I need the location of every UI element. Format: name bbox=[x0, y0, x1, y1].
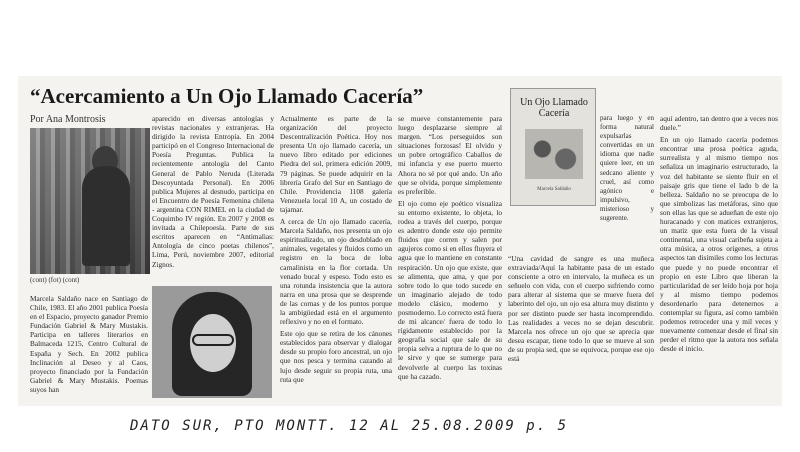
book-cover-image bbox=[510, 88, 596, 206]
column-4-text bbox=[398, 114, 502, 398]
col5-bottom-paragraph: “Una cavidad de sangre es una muñeca extraviada/Aquí la habitante pasa de un estado consciente a otro en intervalo, la muñeca es un señuelo con vida, con el cuerpo sufriendo como para alterar al sistema que se mueve fuera del laberinto del ojo, un ojo esa altura muy distinto y por ser distinto puede ser hasta incomprendido. Las realidades a veces no se dejan descubrir. Marcela nos ofrece un ojo que se aprecia que desea escapar, tiene todo lo que se mueve al son de su propia sed, que se equivoca, porque ese ojo está bbox=[508, 254, 654, 364]
col3-paragraph-3: Este ojo que se retira de los cánones establecidos para observar y dialogar desde su propio foro ancestral, un ojo que nos pesca y termina cazando al lujo desde seguir su propia ruta, una ruta que bbox=[280, 329, 392, 384]
col6-paragraph-1: aquí adentro, tan dentro que a veces nos duele.” bbox=[660, 114, 778, 133]
photo-figure-body bbox=[82, 166, 130, 266]
book-cover-title: Un Ojo Llamado Cacería bbox=[520, 97, 588, 119]
glasses-icon bbox=[192, 334, 234, 346]
author-portrait bbox=[152, 286, 272, 398]
column-5-bottom-text bbox=[508, 254, 654, 398]
column-2-text bbox=[152, 114, 274, 280]
column-1-text bbox=[30, 294, 148, 398]
col2-paragraph: aparecido en diversas antologías y revistas nacionales y extranjeras. Ha dirigido la revista Entropía. En 2004 participó en el Congreso Internacional de Poesía Preguntas. Publica la recientemente antología del Canto General de Pablo Neruda (Literada Descoyuntada Personal). En 2006 publica Mujeres al desnudo, participa en el Encuentro de Poesía Femenina chilena - argentina CON RIMEL en la ciudad de Coquimbo IV región. En 2007 y 2008 es invitada a Chilepoesía. Parte de sus escritos aparecen en “Antimalias: Antología de cinco poetas chilenos”, Lima, Perú, noviembre 2007, editorial Zignos. bbox=[152, 114, 274, 269]
column-3-text bbox=[280, 114, 392, 398]
handwritten-source-note: DATO SUR, PTO MONTT. 12 AL 25.08.2009 p. 5 bbox=[130, 418, 569, 434]
col5-top-paragraph: para luego y en forma natural expulsarlas convertidas en un idioma que nadie quiere leer, en un sedcano aliente y cruel, así como agónico e impulsivo, misterioso y sugerente. bbox=[600, 114, 654, 223]
book-cover-author: Marcela Saldaño bbox=[537, 187, 571, 192]
col6-paragraph-2: En un ojo llamado cacería podemos encontrar una prosa poética aguda, surrealista y al mismo tiempo nos señaliza un imaginario estructurado, la voz del habitante se siente fluir en el paisaje gris que tiene el lado b de la belleza. Saldaño no se preocupa de lo que simbolizas las metáforas, sino que son ellas las que se adueñan de este ojo huracanado y con matices extranjeros, un matiz que esta fuera de la visual continental, una visual caribeña sujeta a otra música, a otros orígenes, a otros aspectos tan disímiles como los lecturas que puede y no puede encontrar el propio en este Libro que liberan la particularidad de ser leído hoja por hoja y al mismo tiempo podemos desordenarlo para detenernos a contemplar su figura, así como también podemos retroceder una y mil veces y nuevamente comenzar desde el final sin perder el ritmo que la autora nos señala desde el inicio. bbox=[660, 135, 778, 354]
book-cover-illustration bbox=[525, 129, 583, 179]
article-byline: Por Ana Montrosis bbox=[30, 114, 106, 125]
column-5-top-text bbox=[600, 114, 654, 246]
col4-paragraph-1: se mueve constantemente para luego desplazarse siempre al margen. “Los perseguidos son situaciones forzosas! El olvido y un pobre ortográfico Caballos de mi infancia y ese puerto muerto Ahora no sé por qué ando. Un año que se olvida, porque simplemente es preferible. bbox=[398, 114, 502, 196]
article-headline: “Acercamiento a Un Ojo Llamado Cacería” bbox=[30, 84, 424, 108]
col1-paragraph: Marcela Saldaño nace en Santiago de Chile, 1983. El año 2001 publica Poesía en el Espacio, proyecto ganador Premio Fundación Gabriel & Mary Mustakis. Participa en talleres literarios en Balmaceda 1215, Centro Cultural de España y Sech. En 2002 publica Inclinación al Deseo y al Caos, proyecto financiado por la Fundación Gabriel & Mary Mustakis. Poemas suyos han bbox=[30, 294, 148, 394]
column-6-text bbox=[660, 114, 778, 398]
col4-paragraph-2: El ojo como eje poético visualiza su entorno existente, lo objeta, lo rodea a través del cuerpo, porque es adentro donde este ojo permite fluidos que corren y salen por agujeros como si en ellos fluyera el agua que lo mantiene en constante respiración. Un ojo que existe, que se alimenta, que ama, y que por sobre todo lo que todo sucede en un imaginario alejado de todo modelo clásico, moderno y posmoderno. Lo correcto está fuera de mi alcance/ fuera de todo lo rígidamente establecido por la geografía social que sale de su propia selva a ruptura de lo que no le sirve y que se sumerge para devolverle al cuerpo las toxinas que ha cazado. bbox=[398, 198, 502, 381]
col3-paragraph-1: Actualmente es parte de la organización del proyecto Descentralización Poética. Hoy nos presenta Un ojo llamado cacería, un nuevo libro editado por ediciones Piedra del sol, primera edición 2009, 79 páginas. Se puede adquirir en la librería Grafo del Sur en Santiago de Chile. Providencia 1108 galería Venezuela local 10 A, un costado de tajamar. bbox=[280, 114, 392, 214]
author-photo-street bbox=[30, 128, 150, 274]
photo-caption: (cont) (fot) (cont) bbox=[30, 276, 80, 284]
col3-paragraph-2: A cerca de Un ojo llamado cacería, Marcela Saldaño, nos presenta un ojo espiritualizado, un ojo desdoblado en animales, vegetales y fluidos como un registro en la boca de loba carnalinista en la flor cortada. Un venado bucal y espeso. Todo esto es una rotunda insistencia que la autora narra en una prosa que se desprende de las cornas y de los puntos porque la ambigüedad está en el argumento reflexivo y no en el formato. bbox=[280, 217, 392, 327]
